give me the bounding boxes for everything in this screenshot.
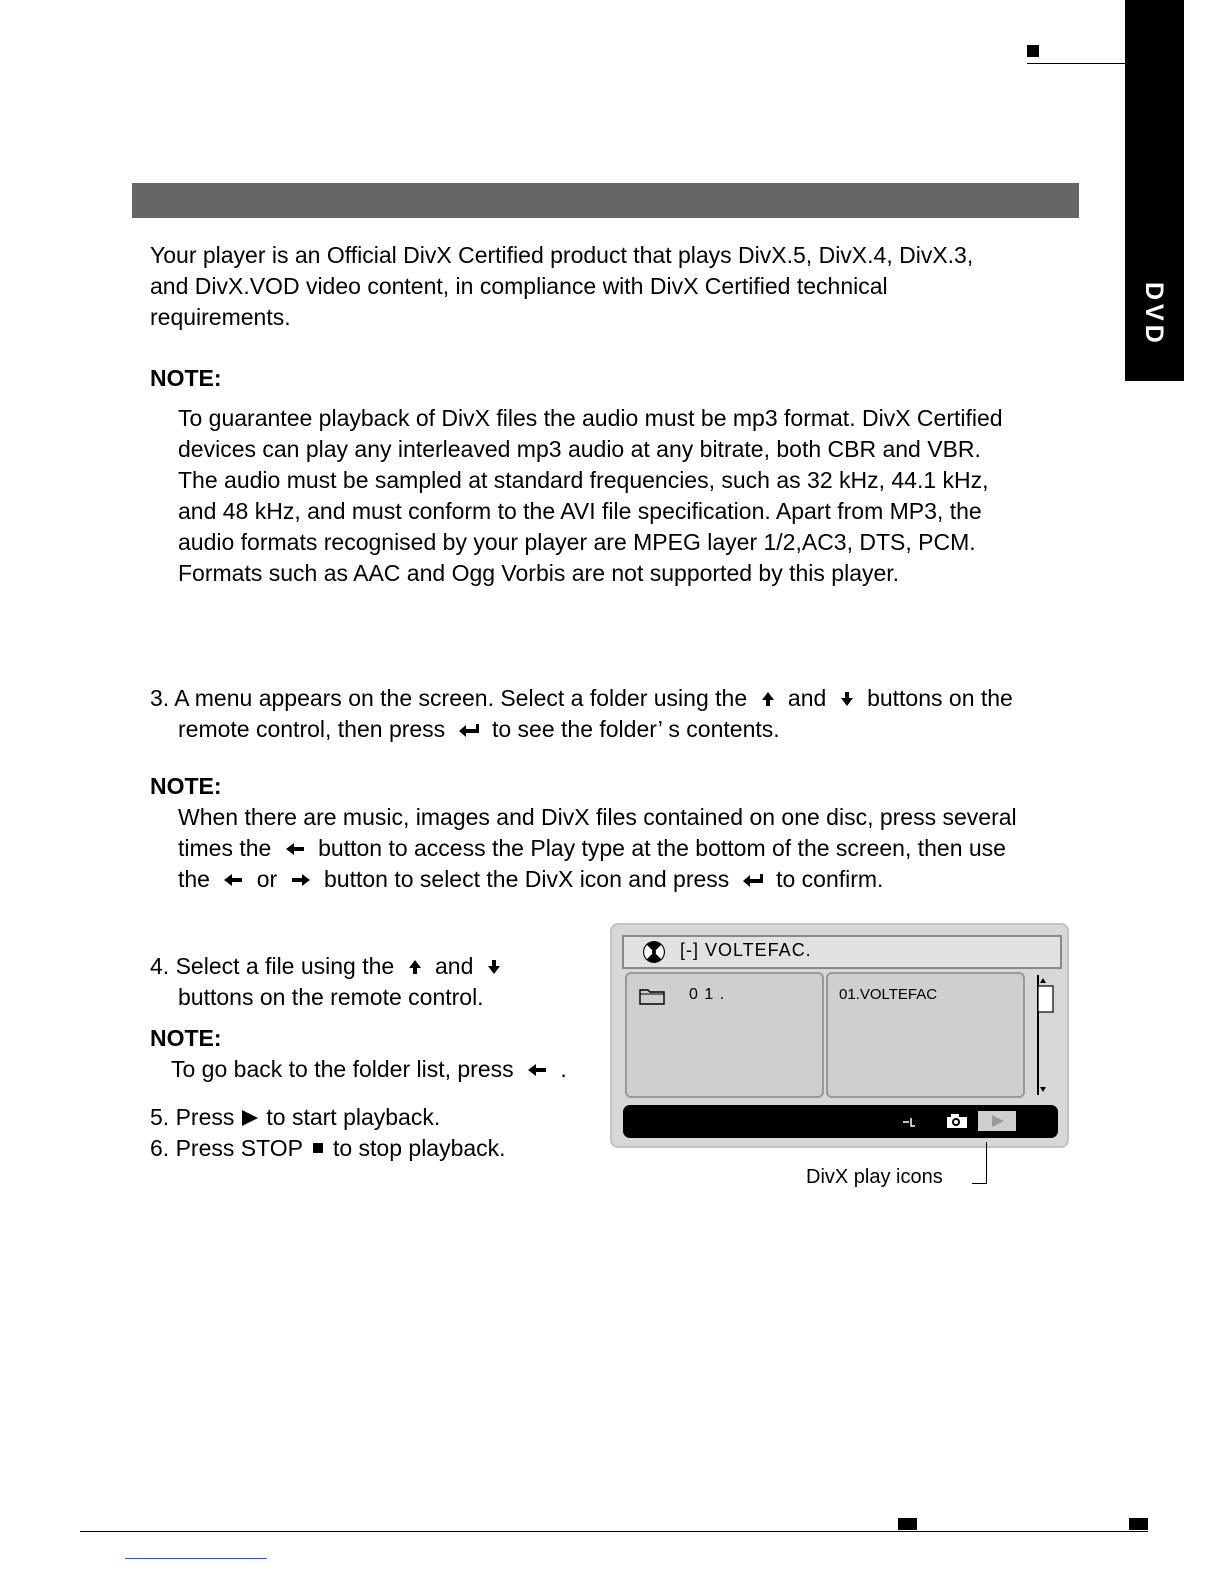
left-arrow-icon: [284, 841, 306, 857]
divx-play-icons-callout: DivX play icons: [806, 1166, 943, 1188]
divx-play-icon[interactable]: [978, 1111, 1016, 1131]
step-4: [150, 951, 508, 1013]
note-line: devices can play any interleaved mp3 audio at any bitrate, both CBR and VBR.: [178, 436, 981, 462]
folder-item[interactable]: 0 1 .: [689, 986, 726, 1003]
section-tab-label: DVD: [1140, 282, 1168, 347]
note-heading: NOTE:: [150, 365, 222, 391]
enter-icon: [742, 872, 764, 888]
top-corner-marker: [1027, 45, 1039, 57]
down-arrow-icon: [486, 959, 502, 975]
section-tab: [1125, 0, 1184, 381]
left-arrow-icon: [526, 1062, 548, 1078]
footer-marker: [898, 1518, 917, 1530]
intro-line: Your player is an Official DivX Certified product that plays DivX.5, DivX.4, DivX.3,: [150, 242, 974, 268]
step-4-text: buttons on the remote control.: [178, 984, 484, 1010]
stop-icon: [313, 1143, 323, 1153]
file-item[interactable]: 01.VOLTEFAC: [839, 986, 938, 1003]
note-audio-paragraph: [178, 403, 1003, 589]
menu-scrollbar[interactable]: [1036, 975, 1054, 1095]
file-list-pane[interactable]: [826, 972, 1025, 1098]
note-text: the: [178, 866, 210, 892]
right-arrow-icon: [290, 872, 312, 888]
intro-line: and DivX.VOD video content, in compliance with DivX Certified technical: [150, 273, 888, 299]
up-arrow-icon: [760, 691, 776, 707]
step-6-text: to stop playback.: [332, 1135, 506, 1161]
step-6: [150, 1133, 506, 1164]
note-text: .: [560, 1056, 567, 1082]
step-3-text: and: [787, 685, 827, 711]
note-text: button to access the Play type at the bottom of the screen, then use: [318, 835, 1006, 861]
step-5: [150, 1102, 440, 1133]
menu-title: [-] VOLTEFAC.: [680, 940, 812, 960]
step-5-text: 5. Press: [150, 1104, 235, 1130]
note-line: To guarantee playback of DivX files the audio must be mp3 format. DivX Certified: [178, 405, 1003, 431]
footer-marker: [1129, 1518, 1148, 1530]
note-line: Formats such as AAC and Ogg Vorbis are not supported by this player.: [178, 560, 900, 586]
callout-line: [972, 1183, 987, 1184]
step-3: [150, 683, 1013, 745]
step-3-text: remote control, then press: [178, 716, 446, 742]
step-6-text: 6. Press STOP: [150, 1135, 303, 1161]
step-3-text: 3. A menu appears on the screen. Select a folder using the: [150, 685, 748, 711]
divx-menu-screenshot: [610, 923, 1069, 1148]
note-text: To go back to the folder list, press: [171, 1056, 514, 1082]
folder-icon: [639, 987, 665, 1005]
note-line: When there are music, images and DivX files contained on one disc, press several: [178, 804, 1017, 830]
intro-paragraph: [150, 240, 973, 333]
intro-line: requirements.: [150, 304, 291, 330]
note-line: audio formats recognised by your player are MPEG layer 1/2,AC3, DTS, PCM.: [178, 529, 976, 555]
music-icon[interactable]: [901, 1116, 917, 1128]
note-line: and 48 kHz, and must conform to the AVI file specification. Apart from MP3, the: [178, 498, 982, 524]
enter-icon: [458, 722, 480, 738]
top-rule: [1027, 63, 1127, 64]
play-type-bar: [623, 1105, 1058, 1138]
step-5-text: to start playback.: [266, 1104, 441, 1130]
note-line: The audio must be sampled at standard frequencies, such as 32 kHz, 44.1 kHz,: [178, 467, 989, 493]
down-arrow-icon: [839, 691, 855, 707]
note-text: or: [256, 866, 278, 892]
note-heading: NOTE:: [150, 773, 222, 799]
up-arrow-icon: [407, 959, 423, 975]
step-3-text: to see the folder’ s contents.: [491, 716, 780, 742]
image-icon[interactable]: [945, 1112, 971, 1130]
note-text: to confirm.: [776, 866, 884, 892]
section-header-bar: [132, 183, 1079, 218]
footer-link-underline: [125, 1558, 267, 1559]
note-text: times the: [178, 835, 272, 861]
callout-line: [986, 1142, 987, 1184]
folder-list-pane[interactable]: [625, 972, 824, 1098]
note-back: [171, 1054, 567, 1085]
note-text: button to select the DivX icon and press: [324, 866, 730, 892]
step-4-text: and: [435, 953, 474, 979]
menu-title-bar: [622, 935, 1062, 969]
note-play-type-paragraph: [178, 802, 1017, 895]
note-heading: NOTE:: [150, 1025, 222, 1051]
footer-rule: [80, 1531, 1148, 1532]
left-arrow-icon: [222, 872, 244, 888]
step-3-text: buttons on the: [867, 685, 1013, 711]
step-4-text: 4. Select a file using the: [150, 953, 395, 979]
play-icon: [242, 1110, 258, 1126]
disc-icon: [642, 940, 666, 964]
